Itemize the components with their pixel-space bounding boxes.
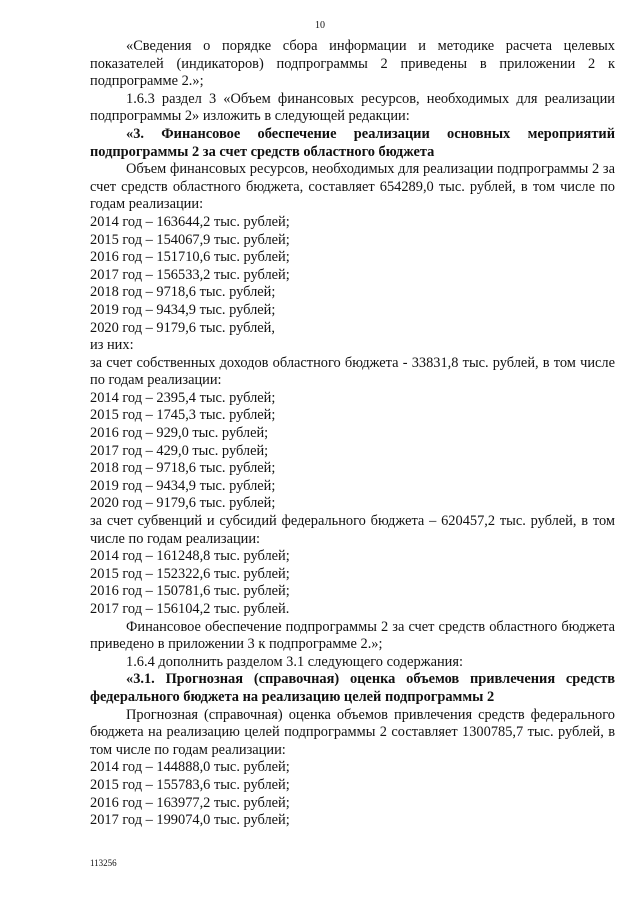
list-item: 2014 год – 2395,4 тыс. рублей; [90,389,276,406]
document-body [90,38,615,830]
list-item: 2017 год – 199074,0 тыс. рублей; [90,812,290,829]
paragraph-own-revenue: за счет собственных доходов областного бюджета - 33831,8 тыс. рублей, в том числе по годам реализации: [90,354,615,389]
list-item: 2020 год – 9179,6 тыс. рублей; [90,495,276,512]
list-item: 2018 год – 9718,6 тыс. рублей; [90,284,276,301]
list-total-by-year [90,214,615,337]
list-item: 2019 год – 9434,9 тыс. рублей; [90,301,276,318]
list-item: 2014 год – 161248,8 тыс. рублей; [90,548,290,565]
list-item: 2016 год – 163977,2 тыс. рублей; [90,794,290,811]
list-federal-by-year [90,548,615,618]
paragraph-indicators-info: «Сведения о порядке сбора информации и методике расчета целевых показателей (индикаторов) подпрограммы 2 приведены в приложении 2 к подпрограмме 2.»; [90,38,615,90]
paragraph-section-3-1-add: 1.6.4 дополнить разделом 3.1 следующего содержания: [126,653,464,670]
list-item: 2018 год – 9718,6 тыс. рублей; [90,460,276,477]
list-item: 2017 год – 156533,2 тыс. рублей; [90,266,290,283]
list-own-revenue-by-year [90,390,615,513]
text-iz-nih: из них: [90,337,134,354]
paragraph-appendix-3: Финансовое обеспечение подпрограммы 2 за счет средств областного бюджета приведено в приложении 3 к подпрограмме 2.»; [90,618,615,653]
list-item: 2016 год – 150781,6 тыс. рублей; [90,583,290,600]
list-item: 2015 год – 155783,6 тыс. рублей; [90,776,290,793]
list-forecast-by-year [90,759,615,829]
list-item: 2020 год – 9179,6 тыс. рублей, [90,319,275,336]
list-item: 2016 год – 929,0 тыс. рублей; [90,425,269,442]
footer-document-code: 113256 [90,858,117,868]
list-item: 2015 год – 1745,3 тыс. рублей; [90,407,276,424]
paragraph-section-3-change: 1.6.3 раздел 3 «Объем финансовых ресурсов, необходимых для реализации подпрограммы 2» изложить в следующей редакции: [90,90,615,125]
list-item: 2019 год – 9434,9 тыс. рублей; [90,477,276,494]
paragraph-total-funding: Объем финансовых ресурсов, необходимых для реализации подпрограммы 2 за счет средств областного бюджета, составляет 654289,0 тыс. рублей, в том числе по годам реализации: [90,161,615,213]
list-item: 2017 год – 429,0 тыс. рублей; [90,442,269,459]
paragraph-forecast-estimate: Прогнозная (справочная) оценка объемов привлечения средств федерального бюджета на реализацию целей подпрограммы 2 составляет 1300785,7 тыс. рублей, в том числе по годам реализации: [90,706,615,758]
list-item: 2014 год – 163644,2 тыс. рублей; [90,213,290,230]
page-number: 10 [315,20,325,31]
list-item: 2015 год – 152322,6 тыс. рублей; [90,565,290,582]
heading-section-3-1: «3.1. Прогнозная (справочная) оценка объемов привлечения средств федерального бюджета на реализацию целей подпрограммы 2 [90,671,615,705]
list-item: 2014 год – 144888,0 тыс. рублей; [90,759,290,776]
list-item: 2017 год – 156104,2 тыс. рублей. [90,601,290,617]
paragraph-federal-subsidies: за счет субвенций и субсидий федерального бюджета – 620457,2 тыс. рублей, в том числе по годам реализации: [90,513,615,547]
heading-section-3: «3. Финансовое обеспечение реализации основных мероприятий подпрограммы 2 за счет средств областного бюджета [90,125,615,160]
list-item: 2015 год – 154067,9 тыс. рублей; [90,231,290,248]
list-item: 2016 год – 151710,6 тыс. рублей; [90,249,290,266]
